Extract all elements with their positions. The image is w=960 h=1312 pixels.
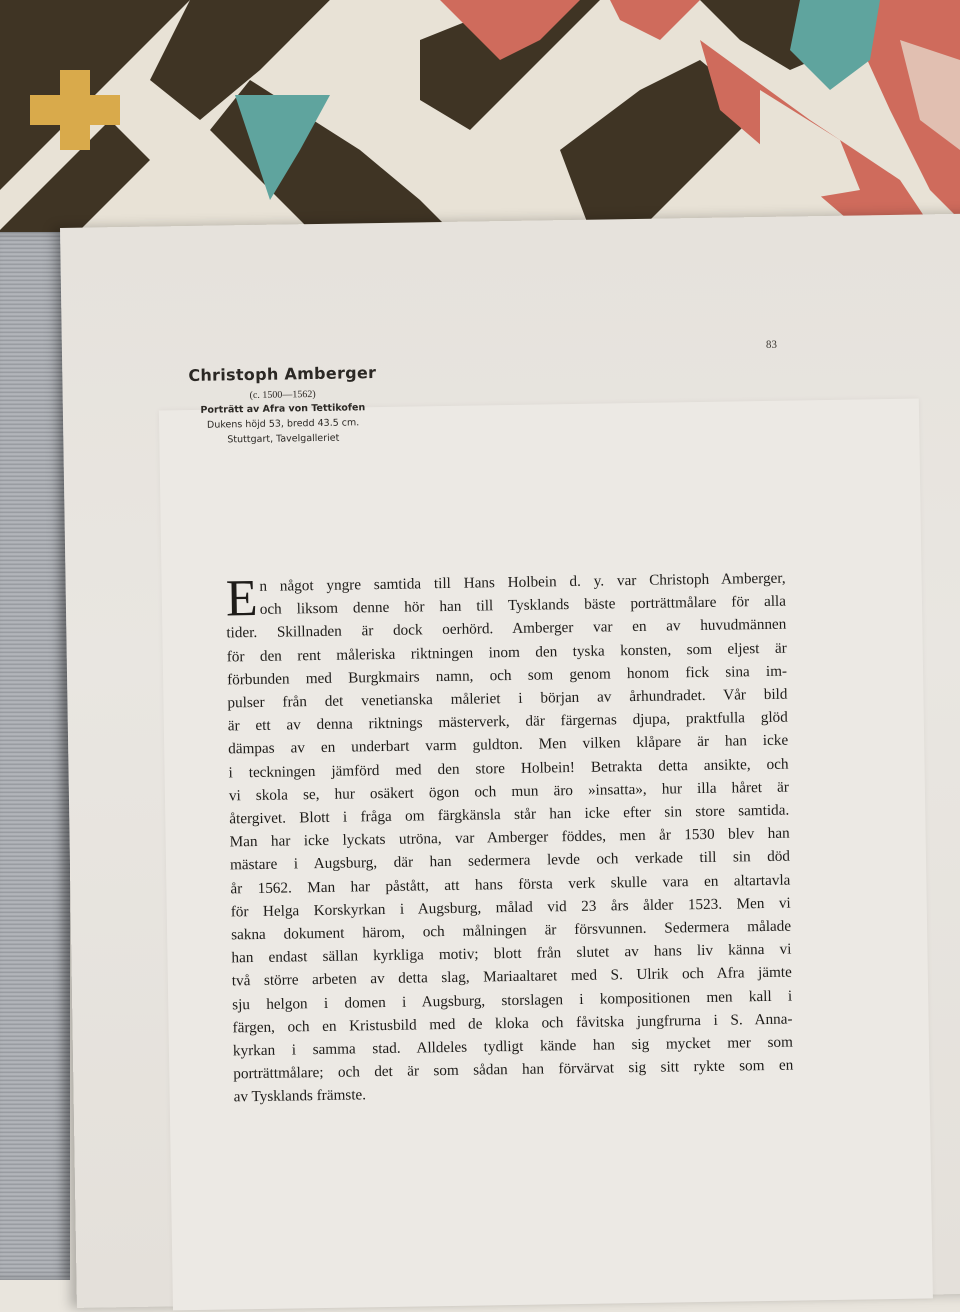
text-line: färgen, och en Kristusbild med de kloka och fåvitska jungfrurna i S. Anna- bbox=[232, 1010, 793, 1037]
book-page bbox=[60, 214, 960, 1308]
text-line: i teckningen jämförd med den store Holbein! Betrakta detta ansikte, och bbox=[228, 755, 789, 782]
text-line: pulser från det venetianska måleriet i början av århundradet. Vår bild bbox=[227, 685, 788, 712]
text-line: vi skola se, hur osäkert ögon och mun äro »insatta», hur illa håret är bbox=[228, 778, 790, 805]
text-line: två större arbeten av detta slag, Mariaaltaret med S. Ulrik och Afra jämte bbox=[231, 964, 792, 990]
artist-dates: (c. 1500—1562) bbox=[249, 389, 316, 402]
body-text bbox=[225, 567, 793, 1109]
text-line: tider. Skillnaden är dock oerhörd. Amberger var en av huvudmännen bbox=[226, 616, 787, 642]
text-line: mästare i Augsburg, där han sedermera levde och verkade till sin död bbox=[229, 848, 791, 874]
artwork-title: Porträtt av Afra von Tettikofen bbox=[200, 402, 366, 416]
text-line: sju helgon i domen i Augsburg, storslagen i kompositionen men kall i bbox=[232, 987, 793, 1014]
text-line: år 1562. Man har påstått, att hans första verk skulle vara en altartavla bbox=[230, 871, 791, 898]
artwork-caption bbox=[172, 363, 393, 450]
text-line: Man har icke lyckats utröna, var Amberger föddes, men år 1530 blev han bbox=[229, 824, 790, 851]
text-line: n något yngre samtida till Hans Holbein d. y. var Christoph Amberger, bbox=[259, 569, 786, 595]
text-line: återgivet. Blott i fråga om färgkänsla står han icke efter sin store samtida. bbox=[229, 801, 790, 828]
text-line: av Tysklands främste. bbox=[233, 1086, 367, 1106]
artwork-location: Stuttgart, Tavelgalleriet bbox=[227, 432, 340, 446]
book-page-edges bbox=[0, 232, 70, 1280]
artist-name: Christoph Amberger bbox=[188, 363, 377, 386]
text-line: kyrkan i samma stad. Alldeles tydligt kände han sig mycket mer som bbox=[232, 1033, 794, 1060]
text-line: han endast sällan kyrkliga motiv; blott från slutet av hans liv känna vi bbox=[231, 940, 792, 967]
text-line: porträttmålare; och det är som sådan han förvärvat sig sitt rykte som en bbox=[233, 1056, 794, 1083]
page-number: 83 bbox=[765, 338, 778, 351]
text-line: för den rent måleriska riktningen inom den tyska konsten, som eljest är bbox=[226, 639, 787, 666]
text-line: är ett av denna riktnings mästerverk, där färgernas djupa, praktfulla glöd bbox=[227, 708, 788, 735]
text-line: dämpas av en underbart varm guldton. Men vilken klåpare är han icke bbox=[228, 732, 789, 758]
text-line: för Helga Korskyrkan i Augsburg, målad vid 23 års ålder 1523. Men vi bbox=[230, 894, 791, 921]
text-line: och liksom denne hör han till Tysklands bäste porträttmålare för alla bbox=[259, 592, 787, 619]
artwork-dimensions: Dukens höjd 53, bredd 43.5 cm. bbox=[206, 417, 360, 431]
drop-cap: E bbox=[225, 569, 259, 628]
text-line: sakna dokument härom, och målningen är försvunnen. Sedermera målade bbox=[230, 917, 792, 944]
text-line: förbunden med Burgkmairs namn, och som genom honom fick sina im- bbox=[226, 662, 788, 689]
